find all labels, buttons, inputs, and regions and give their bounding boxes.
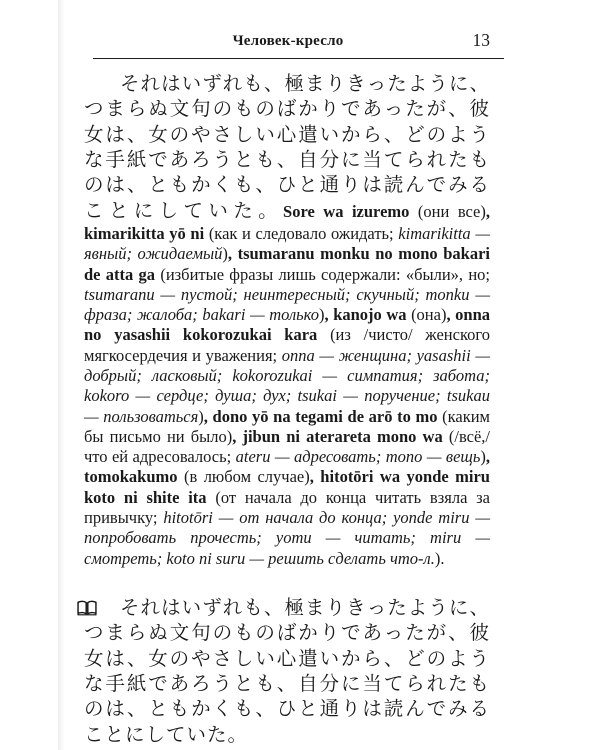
text-segment-normal: (избитые фразы лишь содержали: «были», но; [160, 264, 490, 284]
text-segment-italic: ateru — адресовать; mono — вещь [235, 447, 481, 467]
text-segment-normal: (/всё,/ что ей адресовалось; [84, 426, 490, 467]
text-segment-bold: , kimarikitta yō ni [84, 201, 490, 244]
text-segment-normal: (в любом случае) [183, 467, 310, 487]
page-header [84, 30, 492, 55]
text-segment-normal: (из /чисто/ женского мягкосердечия и уважения; [84, 325, 490, 365]
text-segment-normal: ). [434, 548, 445, 568]
text-segment-bold: , hitotōri wa yonde miru koto ni shite ita [84, 467, 490, 507]
text-segment-jp: それはいずれも、極まりきったように、つまらぬ文句のものばかりであったが、彼女は、女のやさしい心遣いから、どのような手紙であろうとも、自分に当てられたものは、ともかくも、ひと通りは読んでみることにしていた。 [84, 74, 490, 222]
header-rule [93, 58, 504, 59]
running-title: Человек-кресло [232, 33, 344, 49]
text-segment-normal: ) [198, 406, 204, 426]
text-segment-bold: Sore wa izuremo [283, 201, 418, 221]
text-segment-normal: (каким бы письмо ни было) [84, 406, 490, 446]
text-segment-normal: (от начала до конца читать взяла за привычку; [84, 487, 490, 527]
text-segment-normal: (они все) [417, 201, 486, 221]
text-segment-normal: ) [319, 305, 325, 325]
text-segment-bold: , dono yō na tegami de arō to mo [203, 406, 443, 426]
text-segment-italic: hitotōri — от начала до конца; yonde miru — попробовать прочесть; yomu — читать; miru — смотреть; koto ni suru — решить сделать что-л. [84, 508, 490, 568]
passage-with-glosses [84, 72, 490, 569]
text-segment-italic: tsumaranu — пустой; неинтересный; скучный; monku — фраза; жалоба; bakari — только [84, 284, 490, 325]
text-column [84, 72, 490, 748]
japanese-text [84, 599, 490, 745]
text-segment-italic: onna — женщина; yasashii — добрый; ласковый; kokorozukai — симпатия; забота; kokoro — сердце; душа; дух; tsukai — поручение; tsukau — пользоваться [84, 345, 490, 426]
scan-gutter-shadow [58, 0, 65, 750]
text-segment-bold: , onna no yasashii kokorozukai kara [84, 305, 490, 345]
text-segment-normal: ) [480, 447, 486, 467]
page-number: 13 [472, 30, 490, 50]
text-segment-bold: , kanojo wa [324, 305, 412, 325]
japanese-repeat-passage [84, 596, 490, 748]
text-segment-bold: , tomokakumo [84, 447, 490, 487]
text-segment-bold: , tsumaranu monku no mono bakari de atta ga [84, 244, 490, 284]
text-segment-normal: (она) [411, 305, 447, 325]
text-segment-normal: (как и следовало ожидать; [208, 224, 399, 244]
text-segment-normal: ) [222, 244, 228, 264]
text-segment-jp: それはいずれも、極まりきったように、つまらぬ文句のものばかりであったが、彼女は、女のやさしい心遣いから、どのような手紙であろうとも、自分に当てられたものは、ともかくも、ひと通りは読んでみることにしていた。 [84, 597, 490, 746]
text-segment-italic: kimarikitta — явный; ожидаемый [84, 224, 490, 264]
open-book-icon [76, 600, 98, 617]
text-segment-bold: , jibun ni aterareta mono wa [232, 426, 449, 446]
